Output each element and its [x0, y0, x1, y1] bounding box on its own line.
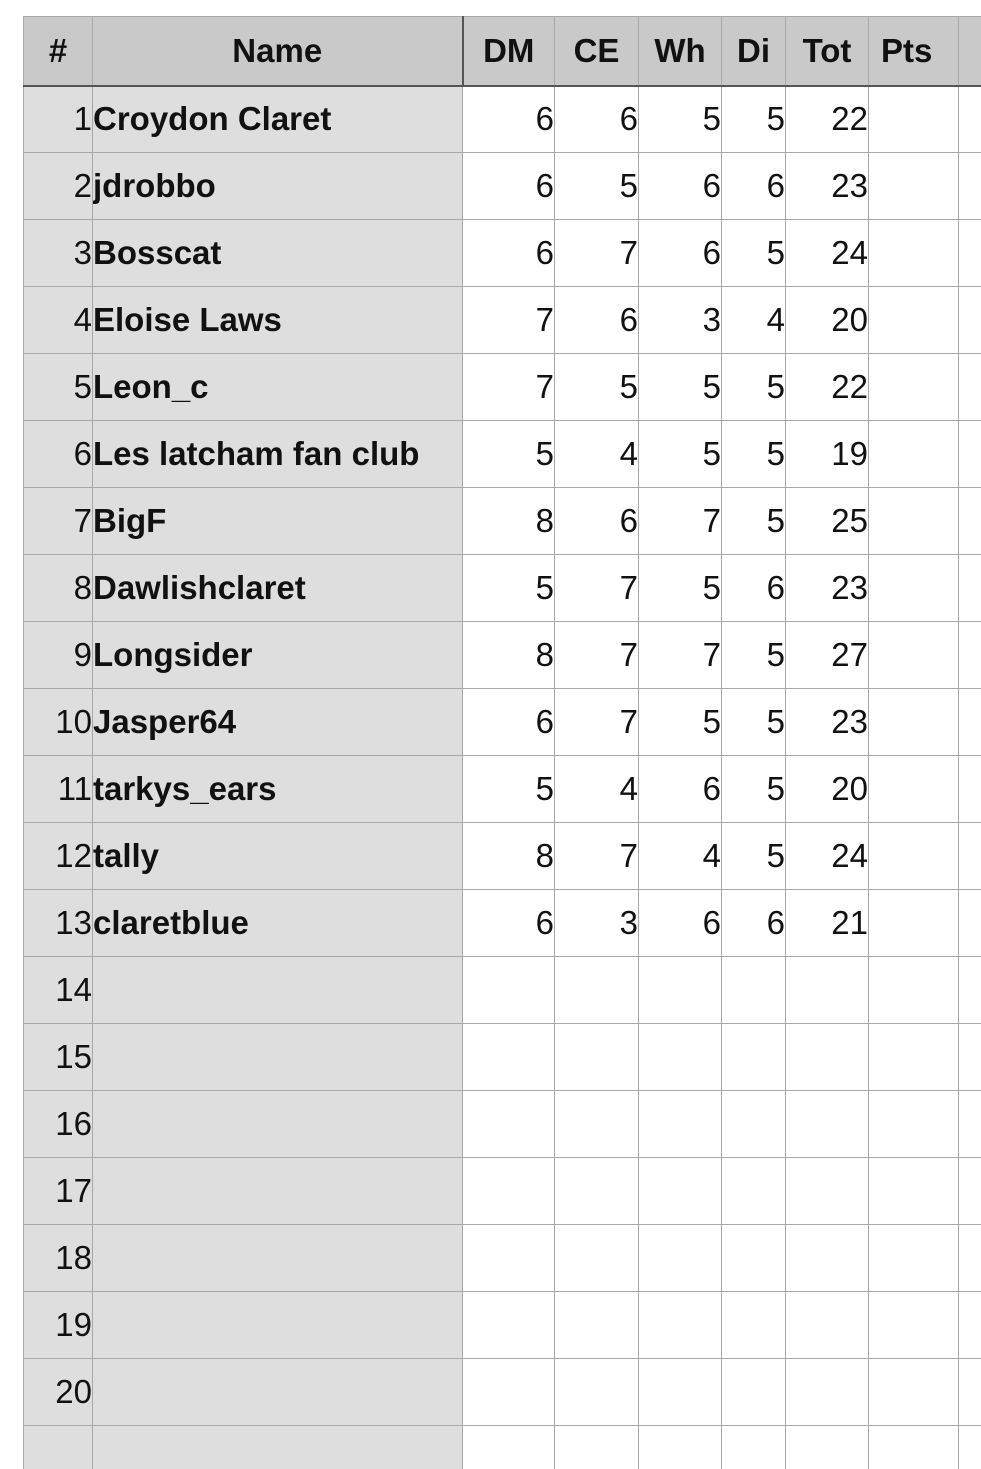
extra-cell[interactable]	[959, 220, 981, 287]
wh-cell[interactable]	[639, 1225, 722, 1292]
ce-cell[interactable]: 6	[555, 86, 639, 153]
tot-cell[interactable]: 19	[786, 421, 869, 488]
table-row	[24, 220, 981, 287]
pts-cell[interactable]	[869, 622, 959, 689]
di-cell[interactable]: 6	[722, 555, 786, 622]
pts-cell[interactable]	[869, 86, 959, 153]
wh-cell[interactable]	[639, 1292, 722, 1359]
ce-cell[interactable]: 7	[555, 622, 639, 689]
name-cell[interactable]	[93, 957, 463, 1024]
pts-cell[interactable]	[869, 287, 959, 354]
row-number-cell[interactable]: 13	[24, 890, 93, 957]
di-cell[interactable]: 5	[722, 421, 786, 488]
dm-cell[interactable]	[463, 1158, 555, 1225]
dm-cell[interactable]: 8	[463, 622, 555, 689]
ce-cell[interactable]	[555, 1091, 639, 1158]
table-row	[24, 555, 981, 622]
table-row	[24, 488, 981, 555]
ce-cell[interactable]: 7	[555, 689, 639, 756]
table-row	[24, 957, 981, 1024]
header-row	[24, 17, 981, 86]
name-cell[interactable]	[93, 1225, 463, 1292]
row-number-cell[interactable]: 18	[24, 1225, 93, 1292]
table-row	[24, 287, 981, 354]
header-di[interactable]: Di	[722, 17, 786, 86]
extra-cell[interactable]	[959, 287, 981, 354]
tot-cell[interactable]: 21	[786, 890, 869, 957]
wh-cell[interactable]: 6	[639, 153, 722, 220]
wh-cell[interactable]	[639, 957, 722, 1024]
header-extra[interactable]	[959, 17, 981, 86]
di-cell[interactable]	[722, 1158, 786, 1225]
extra-cell[interactable]	[959, 689, 981, 756]
dm-cell[interactable]	[463, 1359, 555, 1426]
name-cell[interactable]: jdrobbo	[93, 153, 463, 220]
name-cell[interactable]	[93, 1024, 463, 1091]
extra-cell[interactable]	[959, 756, 981, 823]
pts-cell[interactable]	[869, 957, 959, 1024]
tot-cell[interactable]	[786, 1359, 869, 1426]
di-cell[interactable]: 5	[722, 488, 786, 555]
wh-cell[interactable]: 7	[639, 622, 722, 689]
wh-cell[interactable]	[639, 1426, 722, 1469]
name-cell[interactable]: claretblue	[93, 890, 463, 957]
table-row	[24, 1024, 981, 1091]
pts-cell[interactable]	[869, 756, 959, 823]
name-cell[interactable]: Croydon Claret	[93, 86, 463, 153]
row-number-cell[interactable]: 9	[24, 622, 93, 689]
name-cell[interactable]: Dawlishclaret	[93, 555, 463, 622]
name-cell[interactable]	[93, 1292, 463, 1359]
di-cell[interactable]	[722, 1091, 786, 1158]
extra-cell[interactable]	[959, 1292, 981, 1359]
dm-cell[interactable]: 7	[463, 287, 555, 354]
tot-cell[interactable]: 24	[786, 823, 869, 890]
table-row	[24, 1091, 981, 1158]
wh-cell[interactable]: 5	[639, 689, 722, 756]
ce-cell[interactable]	[555, 1024, 639, 1091]
dm-cell[interactable]: 8	[463, 488, 555, 555]
ce-cell[interactable]: 6	[555, 287, 639, 354]
table-body	[24, 86, 981, 1469]
dm-cell[interactable]: 8	[463, 823, 555, 890]
table-row	[24, 1225, 981, 1292]
ce-cell[interactable]	[555, 957, 639, 1024]
di-cell[interactable]: 6	[722, 890, 786, 957]
di-cell[interactable]	[722, 1225, 786, 1292]
ce-cell[interactable]: 5	[555, 153, 639, 220]
ce-cell[interactable]	[555, 1225, 639, 1292]
pts-cell[interactable]	[869, 488, 959, 555]
name-cell[interactable]	[93, 1426, 463, 1469]
wh-cell[interactable]: 5	[639, 86, 722, 153]
name-cell[interactable]: tarkys_ears	[93, 756, 463, 823]
ce-cell[interactable]	[555, 1426, 639, 1469]
row-number-cell[interactable]: 10	[24, 689, 93, 756]
wh-cell[interactable]: 4	[639, 823, 722, 890]
tot-cell[interactable]: 23	[786, 555, 869, 622]
di-cell[interactable]: 5	[722, 354, 786, 421]
name-cell[interactable]: BigF	[93, 488, 463, 555]
tot-cell[interactable]	[786, 1292, 869, 1359]
row-number-cell[interactable]: 4	[24, 287, 93, 354]
table-row	[24, 622, 981, 689]
dm-cell[interactable]: 5	[463, 756, 555, 823]
di-cell[interactable]: 5	[722, 689, 786, 756]
di-cell[interactable]	[722, 1292, 786, 1359]
name-cell[interactable]: tally	[93, 823, 463, 890]
extra-cell[interactable]	[959, 488, 981, 555]
row-number-cell[interactable]: 2	[24, 153, 93, 220]
di-cell[interactable]	[722, 1359, 786, 1426]
name-cell[interactable]: Longsider	[93, 622, 463, 689]
dm-cell[interactable]: 6	[463, 689, 555, 756]
pts-cell[interactable]	[869, 1225, 959, 1292]
row-number-cell[interactable]: 11	[24, 756, 93, 823]
pts-cell[interactable]	[869, 153, 959, 220]
wh-cell[interactable]: 6	[639, 890, 722, 957]
table-row	[24, 153, 981, 220]
ce-cell[interactable]: 7	[555, 555, 639, 622]
tot-cell[interactable]: 23	[786, 153, 869, 220]
tot-cell[interactable]: 23	[786, 689, 869, 756]
di-cell[interactable]: 5	[722, 823, 786, 890]
pts-cell[interactable]	[869, 1091, 959, 1158]
tot-cell[interactable]	[786, 1158, 869, 1225]
table-row	[24, 756, 981, 823]
name-cell[interactable]: Leon_c	[93, 354, 463, 421]
row-number-cell[interactable]: 17	[24, 1158, 93, 1225]
extra-cell[interactable]	[959, 622, 981, 689]
wh-cell[interactable]: 6	[639, 756, 722, 823]
extra-cell[interactable]	[959, 555, 981, 622]
table-row	[24, 1158, 981, 1225]
extra-cell[interactable]	[959, 957, 981, 1024]
row-number-cell[interactable]: 14	[24, 957, 93, 1024]
name-cell[interactable]	[93, 1158, 463, 1225]
tot-cell[interactable]: 20	[786, 287, 869, 354]
dm-cell[interactable]: 7	[463, 354, 555, 421]
header-pts[interactable]: Pts	[869, 17, 959, 86]
tot-cell[interactable]: 24	[786, 220, 869, 287]
extra-cell[interactable]	[959, 86, 981, 153]
wh-cell[interactable]	[639, 1024, 722, 1091]
tot-cell[interactable]	[786, 957, 869, 1024]
table-row	[24, 421, 981, 488]
tot-cell[interactable]: 22	[786, 354, 869, 421]
pts-cell[interactable]	[869, 1024, 959, 1091]
dm-cell[interactable]: 5	[463, 421, 555, 488]
name-cell[interactable]	[93, 1359, 463, 1426]
score-table	[23, 16, 981, 1469]
wh-cell[interactable]	[639, 1359, 722, 1426]
row-number-cell[interactable]: 5	[24, 354, 93, 421]
di-cell[interactable]: 6	[722, 153, 786, 220]
row-number-cell[interactable]: 16	[24, 1091, 93, 1158]
name-cell[interactable]: Eloise Laws	[93, 287, 463, 354]
ce-cell[interactable]: 7	[555, 823, 639, 890]
tot-cell[interactable]: 25	[786, 488, 869, 555]
dm-cell[interactable]	[463, 1292, 555, 1359]
dm-cell[interactable]	[463, 1225, 555, 1292]
dm-cell[interactable]: 6	[463, 86, 555, 153]
ce-cell[interactable]: 6	[555, 488, 639, 555]
pts-cell[interactable]	[869, 1158, 959, 1225]
extra-cell[interactable]	[959, 153, 981, 220]
tot-cell[interactable]: 20	[786, 756, 869, 823]
pts-cell[interactable]	[869, 555, 959, 622]
pts-cell[interactable]	[869, 890, 959, 957]
header-name[interactable]: Name	[93, 17, 463, 86]
wh-cell[interactable]: 5	[639, 421, 722, 488]
ce-cell[interactable]: 5	[555, 354, 639, 421]
extra-cell[interactable]	[959, 354, 981, 421]
wh-cell[interactable]: 6	[639, 220, 722, 287]
di-cell[interactable]: 5	[722, 622, 786, 689]
pts-cell[interactable]	[869, 421, 959, 488]
pts-cell[interactable]	[869, 823, 959, 890]
dm-cell[interactable]	[463, 1091, 555, 1158]
row-number-cell[interactable]: 20	[24, 1359, 93, 1426]
table-row	[24, 1359, 981, 1426]
pts-cell[interactable]	[869, 1426, 959, 1469]
row-number-cell[interactable]: 12	[24, 823, 93, 890]
table-row	[24, 1292, 981, 1359]
ce-cell[interactable]	[555, 1158, 639, 1225]
name-cell[interactable]	[93, 1091, 463, 1158]
header-tot[interactable]: Tot	[786, 17, 869, 86]
extra-cell[interactable]	[959, 1426, 981, 1469]
pts-cell[interactable]	[869, 220, 959, 287]
header-ce[interactable]: CE	[555, 17, 639, 86]
ce-cell[interactable]: 7	[555, 220, 639, 287]
ce-cell[interactable]: 4	[555, 421, 639, 488]
extra-cell[interactable]	[959, 421, 981, 488]
dm-cell[interactable]	[463, 957, 555, 1024]
extra-cell[interactable]	[959, 1359, 981, 1426]
pts-cell[interactable]	[869, 689, 959, 756]
row-number-cell[interactable]	[24, 1426, 93, 1469]
name-cell[interactable]: Les latcham fan club	[93, 421, 463, 488]
name-cell[interactable]: Bosscat	[93, 220, 463, 287]
ce-cell[interactable]	[555, 1359, 639, 1426]
tot-cell[interactable]	[786, 1091, 869, 1158]
table-row	[24, 823, 981, 890]
extra-cell[interactable]	[959, 890, 981, 957]
tot-cell[interactable]	[786, 1426, 869, 1469]
dm-cell[interactable]	[463, 1426, 555, 1469]
wh-cell[interactable]: 5	[639, 354, 722, 421]
di-cell[interactable]: 5	[722, 756, 786, 823]
ce-cell[interactable]: 3	[555, 890, 639, 957]
di-cell[interactable]: 5	[722, 86, 786, 153]
header-wh[interactable]: Wh	[639, 17, 722, 86]
di-cell[interactable]: 5	[722, 220, 786, 287]
pts-cell[interactable]	[869, 1292, 959, 1359]
tot-cell[interactable]: 22	[786, 86, 869, 153]
table-row	[24, 689, 981, 756]
wh-cell[interactable]: 5	[639, 555, 722, 622]
row-number-cell[interactable]: 7	[24, 488, 93, 555]
ce-cell[interactable]	[555, 1292, 639, 1359]
row-number-cell[interactable]: 3	[24, 220, 93, 287]
extra-cell[interactable]	[959, 1225, 981, 1292]
pts-cell[interactable]	[869, 1359, 959, 1426]
di-cell[interactable]	[722, 1426, 786, 1469]
di-cell[interactable]	[722, 1024, 786, 1091]
wh-cell[interactable]	[639, 1158, 722, 1225]
dm-cell[interactable]: 5	[463, 555, 555, 622]
table-row	[24, 354, 981, 421]
row-number-cell[interactable]: 8	[24, 555, 93, 622]
table-row	[24, 890, 981, 957]
extra-cell[interactable]	[959, 1158, 981, 1225]
wh-cell[interactable]	[639, 1091, 722, 1158]
dm-cell[interactable]: 6	[463, 890, 555, 957]
di-cell[interactable]	[722, 957, 786, 1024]
di-cell[interactable]: 4	[722, 287, 786, 354]
table-row	[24, 1426, 981, 1469]
dm-cell[interactable]: 6	[463, 220, 555, 287]
pts-cell[interactable]	[869, 354, 959, 421]
tot-cell[interactable]	[786, 1225, 869, 1292]
row-number-cell[interactable]: 1	[24, 86, 93, 153]
dm-cell[interactable]	[463, 1024, 555, 1091]
tot-cell[interactable]	[786, 1024, 869, 1091]
table-row	[24, 86, 981, 153]
tot-cell[interactable]: 27	[786, 622, 869, 689]
extra-cell[interactable]	[959, 823, 981, 890]
wh-cell[interactable]: 3	[639, 287, 722, 354]
extra-cell[interactable]	[959, 1024, 981, 1091]
name-cell[interactable]: Jasper64	[93, 689, 463, 756]
dm-cell[interactable]: 6	[463, 153, 555, 220]
row-number-cell[interactable]: 6	[24, 421, 93, 488]
header-dm[interactable]: DM	[463, 17, 555, 86]
extra-cell[interactable]	[959, 1091, 981, 1158]
header-number[interactable]: #	[24, 17, 93, 86]
wh-cell[interactable]: 7	[639, 488, 722, 555]
row-number-cell[interactable]: 15	[24, 1024, 93, 1091]
ce-cell[interactable]: 4	[555, 756, 639, 823]
row-number-cell[interactable]: 19	[24, 1292, 93, 1359]
